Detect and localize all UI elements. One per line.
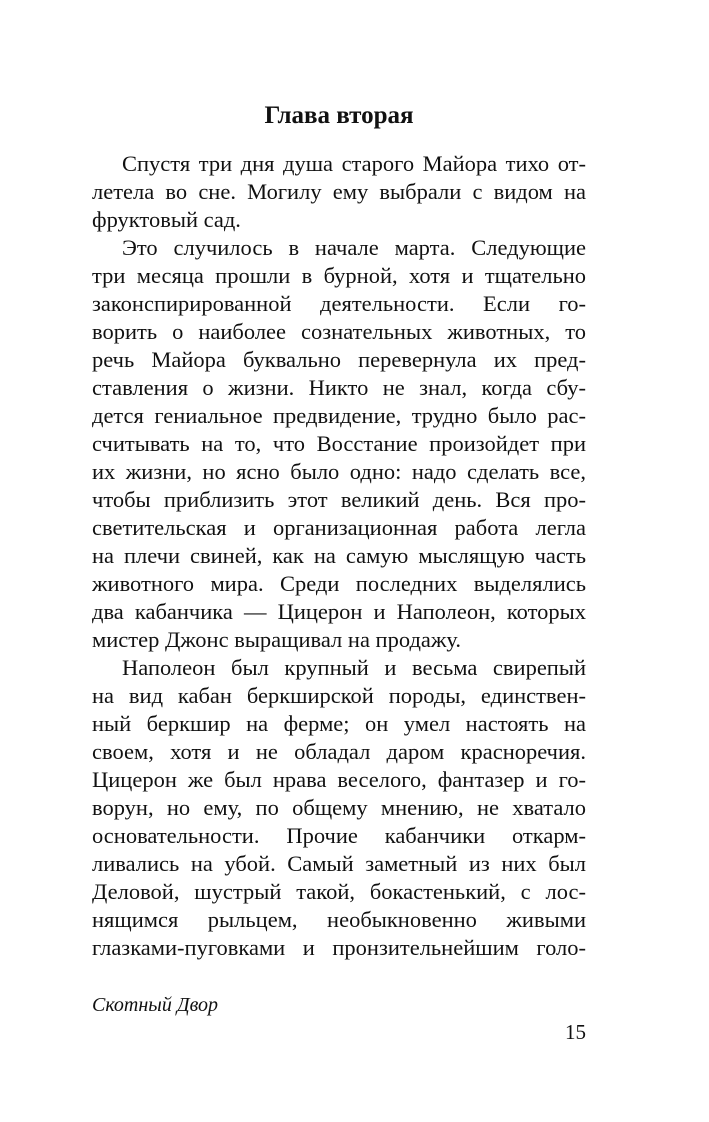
body-text [92, 150, 586, 962]
text-line: животного мира. Среди последних выделялись [92, 571, 586, 596]
text-line: ливались на убой. Самый заметный из них был [92, 851, 586, 876]
text-line: ворун, но ему, по общему мнению, не хватало [92, 795, 586, 820]
text-line: своем, хотя и не обладал даром красноречия. [92, 739, 586, 764]
text-line: дется гениальное предвидение, трудно было рас- [92, 403, 586, 428]
text-line: Наполеон был крупный и весьма свирепый [122, 655, 586, 680]
text-line: три месяца прошли в бурной, хотя и тщательно [92, 263, 586, 288]
text-line: летела во сне. Могилу ему выбрали с видом на [92, 179, 586, 204]
text-line: глазками-пуговками и пронзительнейшим голо- [92, 935, 586, 960]
chapter-title: Глава вторая [264, 102, 414, 129]
text-line: фруктовый сад. [92, 207, 241, 232]
text-line: ставления о жизни. Никто не знал, когда сбу- [92, 375, 586, 400]
text-line: ный беркшир на ферме; он умел настоять на [92, 711, 586, 736]
text-line: нящимся рыльцем, необыкновенно живыми [92, 907, 586, 932]
text-line: чтобы приблизить этот великий день. Вся про- [92, 487, 586, 512]
text-line: мистер Джонс выращивал на продажу. [92, 627, 462, 652]
running-footer-book-title: Скотный Двор [92, 994, 218, 1016]
text-line: Цицерон же был нрава веселого, фантазер и го- [92, 767, 586, 792]
page-number: 15 [565, 1020, 586, 1044]
text-line: светительская и организационная работа легла [92, 515, 586, 540]
text-line: их жизни, но ясно было одно: надо сделать все, [92, 459, 586, 484]
text-line: на вид кабан беркширской породы, единствен- [92, 683, 586, 708]
text-line: два кабанчика — Цицерон и Наполеон, которых [92, 599, 586, 624]
text-line: Деловой, шустрый такой, бокастенький, с лос- [92, 879, 586, 904]
text-line: ворить о наиболее сознательных животных, то [92, 319, 586, 344]
text-line: речь Майора буквально перевернула их пред- [92, 347, 586, 372]
text-line: Это случилось в начале марта. Следующие [122, 235, 586, 260]
text-line: считывать на то, что Восстание произойдет при [92, 431, 586, 456]
text-line: законспирированной деятельности. Если го- [92, 291, 586, 316]
text-line: основательности. Прочие кабанчики откарм- [92, 823, 586, 848]
text-line: Спустя три дня душа старого Майора тихо от- [122, 151, 586, 176]
text-line: на плечи свиней, как на самую мыслящую часть [92, 543, 586, 568]
